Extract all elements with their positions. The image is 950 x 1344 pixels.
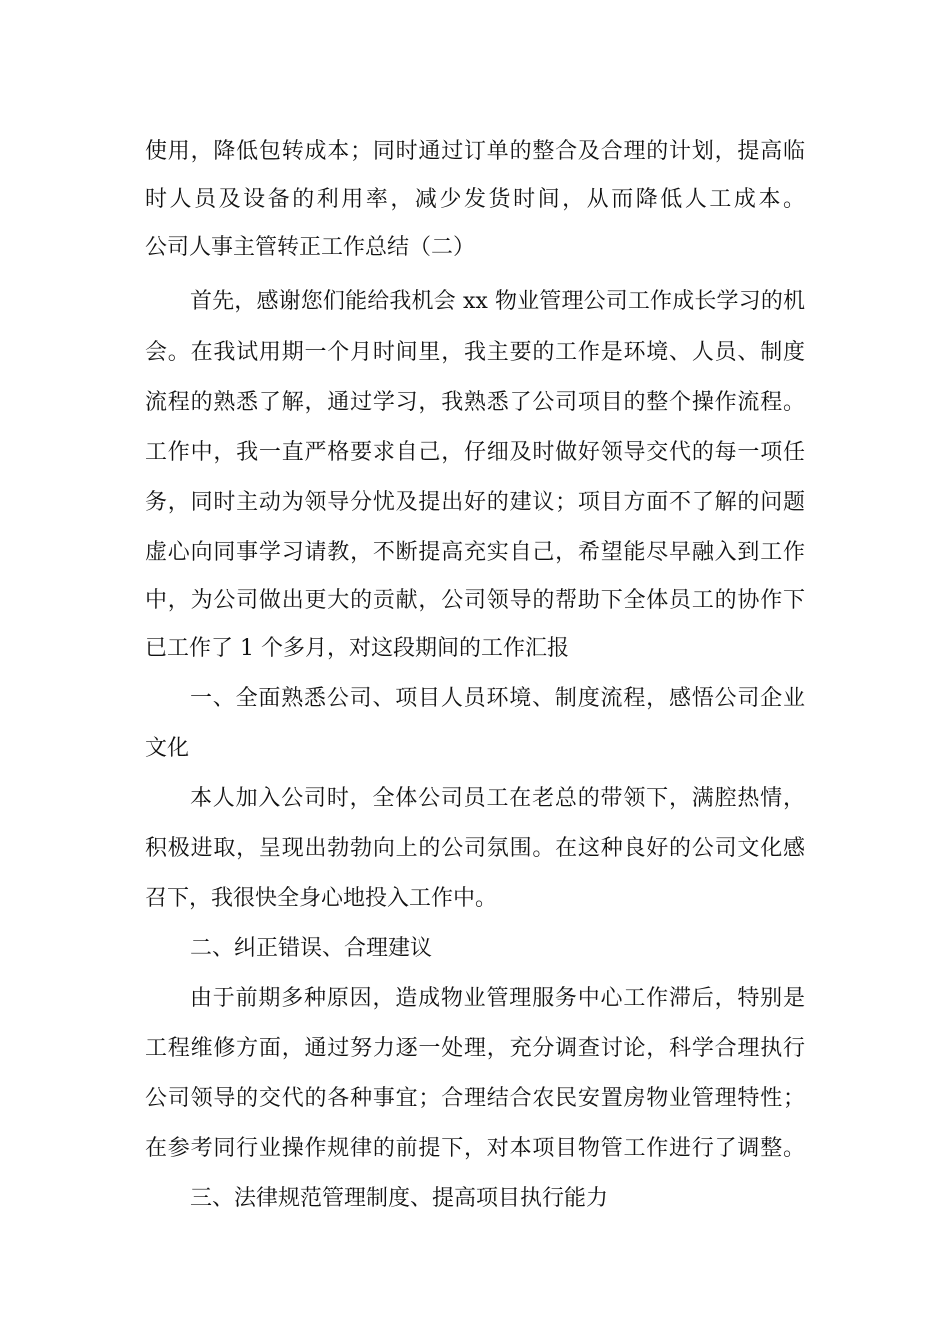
text-line: 时人员及设备的利用率，减少发货时间，从而降低人工成本。 bbox=[145, 187, 805, 212]
text-line: 中，为公司做出更大的贡献，公司领导的帮助下全体员工的协作下 bbox=[145, 588, 805, 613]
heading-2: 二、纠正错误、合理建议 bbox=[190, 936, 433, 961]
heading-1: 一、全面熟悉公司、项目人员环境、制度流程，感悟公司企业 bbox=[190, 686, 805, 711]
section-title: 公司人事主管转正工作总结（二） bbox=[145, 235, 476, 260]
text-line: 本人加入公司时，全体公司员工在老总的带领下，满腔热情， bbox=[190, 786, 805, 811]
text-line: 虚心向同事学习请教，不断提高充实自己，希望能尽早融入到工作 bbox=[145, 540, 805, 565]
text-line: 积极进取，呈现出勃勃向上的公司氛围。在这种良好的公司文化感 bbox=[145, 836, 805, 861]
text-line: 会。在我试用期一个月时间里，我主要的工作是环境、人员、制度 bbox=[145, 340, 805, 365]
text-line: 务，同时主动为领导分忧及提出好的建议；项目方面不了解的问题 bbox=[145, 490, 805, 515]
text-line: 使用，降低包转成本；同时通过订单的整合及合理的计划，提高临 bbox=[145, 139, 805, 164]
heading-3: 三、法律规范管理制度、提高项目执行能力 bbox=[190, 1186, 609, 1211]
text-line: 工作中，我一直严格要求自己，仔细及时做好领导交代的每一项任 bbox=[145, 440, 805, 465]
text-line: 公司领导的交代的各种事宜；合理结合农民安置房物业管理特性； bbox=[145, 1086, 805, 1111]
text-line: 流程的熟悉了解，通过学习，我熟悉了公司项目的整个操作流程。 bbox=[145, 390, 805, 415]
text-line: 在参考同行业操作规律的前提下，对本项目物管工作进行了调整。 bbox=[145, 1136, 805, 1161]
text-line: 由于前期多种原因，造成物业管理服务中心工作滞后，特别是 bbox=[190, 986, 805, 1011]
text-line: 首先，感谢您们能给我机会 xx 物业管理公司工作成长学习的机 bbox=[190, 289, 805, 314]
text-line: 文化 bbox=[145, 736, 190, 761]
text-line: 已工作了 1 个多月，对这段期间的工作汇报 bbox=[145, 636, 569, 661]
text-line: 召下，我很快全身心地投入工作中。 bbox=[145, 886, 498, 911]
text-line: 工程维修方面，通过努力逐一处理，充分调查讨论，科学合理执行 bbox=[145, 1036, 805, 1061]
